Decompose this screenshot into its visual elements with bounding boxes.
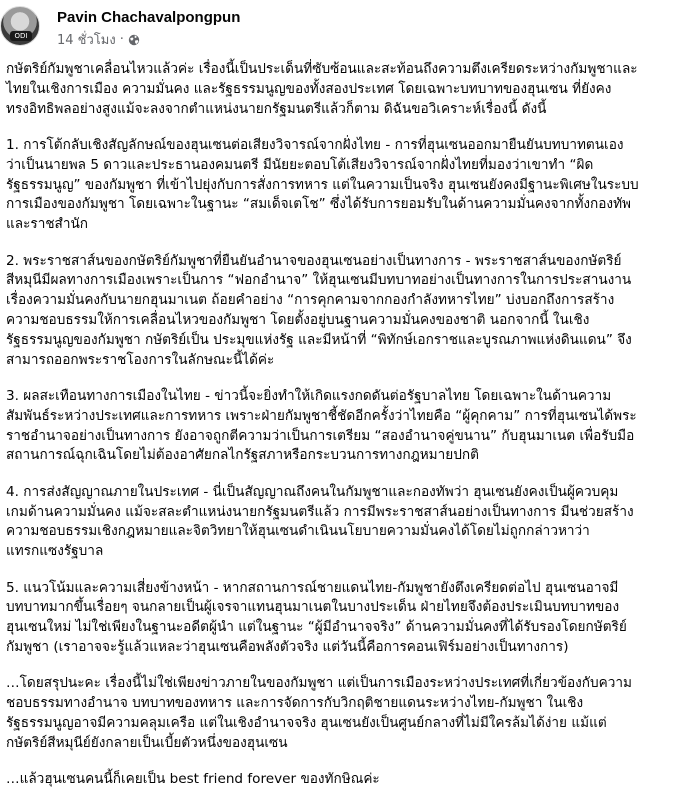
- paragraph-line: สถานการณ์ฉุกเฉินโดยไม่ต้องอาศัยกลไกรัฐสภาหรือกระบวนการทางกฎหมายปกติ: [6, 447, 479, 464]
- paragraph-line: บทบาทมากขึ้นเรื่อยๆ จนกลายเป็นผู้เจรจาแทนฮุนมาเนตในบางประเด็น ฝ่ายไทยจึงต้องประเมินบทบาทของ: [6, 599, 620, 616]
- paragraph-line: แทรกแซงรัฐบาล: [6, 543, 104, 560]
- paragraph-line: ชอบธรรมทางอำนาจ บทบาทของทหาร และการจัดการกับวิกฤติชายแดนระหว่างไทย-กัมพูชา ในเชิง: [6, 695, 584, 712]
- post-paragraph: [6, 252, 671, 371]
- paragraph-line: รัฐธรรมนูญของกัมพูชา กษัตริย์เป็น ประมุขแห่งรัฐ และมีหน้าที่ “พิทักษ์เอกราชและบูรณภาพแห่งดินแดน” จึง: [6, 331, 632, 348]
- paragraph-line: 1. การโต้กลับเชิงสัญลักษณ์ของฮุนเซนต่อเสียงวิจารณ์จากฝั่งไทย - การที่ฮุนเซนออกมายืนยันบทบาทตนเอง: [6, 136, 624, 153]
- post-paragraph: [6, 674, 671, 753]
- post-paragraph: [6, 770, 671, 790]
- paragraph-line: รัฐธรรมนูญอาจมีความคลุมเครือ แต่ในเชิงอำนาจจริง ฮุนเซนยังเป็นศูนย์กลางที่ไม่มีใครล้มได้ง่าย แม้แต่: [6, 714, 607, 731]
- separator-dot: ·: [119, 32, 124, 47]
- globe-icon[interactable]: [128, 34, 140, 46]
- paragraph-line: สามารถออกพระราชโองการในลักษณะนี้ได้ค่ะ: [6, 351, 275, 368]
- paragraph-line: ไทยในเชิงการเมือง ความมั่นคง และรัฐธรรมนูญของทั้งสองประเทศ โดยเฉพาะบทบาทของฮุนเซน ที่ยังคง: [6, 80, 612, 97]
- paragraph-line: กษัตริย์สีหมุนีย์ยังกลายเป็นเบี้ยตัวหนึ่งของฮุนเซน: [6, 734, 288, 751]
- paragraph-line: 3. ผลสะเทือนทางการเมืองในไทย - ข่าวนี้จะยิ่งทำให้เกิดแรงกดดันต่อรัฐบาลไทย โดยเฉพาะในด้านความ: [6, 387, 612, 404]
- post-paragraph: [6, 387, 671, 466]
- post-header: [0, 0, 674, 56]
- paragraph-line: …โดยสรุปนะคะ เรื่องนี้ไม่ใช่เพียงข่าวภายในของกัมพูชา แต่เป็นการเมืองระหว่างประเทศที่เกี่ยวข้องกับความ: [6, 675, 632, 692]
- paragraph-line: เกมด้านความมั่นคง แม้จะสละตำแหน่งนายกรัฐมนตรีแล้ว การมีพระราชสาส์นอย่างเป็นทางการ มีนช่วยสร้าง: [6, 503, 634, 520]
- paragraph-line: รัฐธรรมนูญ” ของกัมพูชา ที่เข้าไปยุ่งกับการสั่งการทหาร แต่ในความเป็นจริง ฮุนเซนยังคงมีฐานะพิเศษในระบบ: [6, 176, 639, 193]
- paragraph-line: …แล้วฮุนเซนคนนี้ก็เคยเป็น best friend forever ของทักษิณค่ะ: [6, 771, 380, 788]
- post-meta: [57, 29, 140, 50]
- post-body: [6, 60, 671, 806]
- paragraph-line: สีหมุนีมีผลทางการเมืองเพราะเป็นการ “ฟอกอำนาจ” ให้ฮุนเซนมีบทบาทอย่างเป็นทางการในการประสานงาน: [6, 272, 632, 289]
- paragraph-line: กษัตริย์กัมพูชาเคลื่อนไหวแล้วค่ะ เรื่องนี้เป็นประเด็นที่ซับซ้อนและสะท้อนถึงความตึงเครียดระหว่างกัมพูชาและ: [6, 61, 638, 77]
- paragraph-line: กัมพูชา (เราอาจจะรู้แล้วแหละว่าฮุนเซนคือพลังตัวจริง แต่วันนี้คือการคอนเฟิร์มอย่างเป็นทางการ): [6, 638, 569, 655]
- post-paragraph: [6, 483, 671, 562]
- paragraph-line: 2. พระราชสาส์นของกษัตริย์กัมพูชาที่ยืนยันอำนาจของฮุนเซนอย่างเป็นทางการ - พระราชสาส์นของกษัตริย์: [6, 252, 622, 269]
- post-paragraph: [6, 136, 671, 235]
- paragraph-line: ความชอบธรรมเชิงกฎหมายและจิตวิทยาให้ฮุนเซนดำเนินนโยบายความมั่นคงได้โดยไม่ถูกกล่าวหาว่า: [6, 523, 590, 540]
- post-paragraph: [6, 60, 671, 119]
- paragraph-line: ราชอำนาจอย่างเป็นทางการ ยังอาจถูกตีความว่าเป็นการเตรียม “สองอำนาจคู่ขนาน” กับฮุนมาเนต เพื่อรับมือ: [6, 427, 635, 444]
- author-name[interactable]: Pavin Chachavalpongpun: [57, 9, 241, 26]
- paragraph-line: สัมพันธ์ระหว่างประเทศและการทหาร เพราะฝ่ายกัมพูชาชี้ชัดอีกครั้งว่าไทยคือ “ผู้คุกคาม” การที่ฮุนเซนได้พระ: [6, 407, 637, 424]
- paragraph-line: การเมืองของกัมพูชา โดยเฉพาะในฐานะ “สมเด็จเตโช” ซึ่งได้รับการยอมรับในด้านความมั่นคงจากทั้งกองทัพ: [6, 196, 631, 213]
- paragraph-line: ทรงอิทธิพลอย่างสูงแม้จะลงจากตำแหน่งนายกรัฐมนตรีแล้วก็ตาม ดิฉันขอวิเคราะห์เรื่องนี้ ดังนี้: [6, 100, 547, 117]
- paragraph-line: ความชอบธรรมให้การเคลื่อนไหวของกัมพูชา โดยตั้งอยู่บนฐานความมั่นคงของชาติ นอกจากนี้ ในเชิง: [6, 311, 590, 328]
- paragraph-line: 4. การส่งสัญญาณภายในประเทศ - นี่เป็นสัญญาณถึงคนในกัมพูชาและกองทัพว่า ฮุนเซนยังคงเป็นผู้ควบคุม: [6, 483, 619, 500]
- paragraph-line: 5. แนวโน้มและความเสี่ยงข้างหน้า - หากสถานการณ์ชายแดนไทย-กัมพูชายังตึงเครียดต่อไป ฮุนเซนอาจมี: [6, 579, 619, 596]
- avatar[interactable]: [0, 6, 40, 46]
- post-paragraph: [6, 579, 671, 658]
- paragraph-line: เรื่องความมั่นคงกับนายกฮุนมาเนต ถ้อยคำอย่าง “การคุกคามจากกองกำลังทหารไทย” บ่งบอกถึงการสร้าง: [6, 292, 615, 309]
- avatar-badge: ODI: [10, 31, 32, 41]
- paragraph-line: ว่าเป็นนายพล 5 ดาวและประธานองคมนตรี มีนัยยะตอบโต้เสียงวิจารณ์จากฝั่งไทยที่มองว่าเขาทำ “ผิด: [6, 156, 594, 173]
- paragraph-line: และราชสำนัก: [6, 216, 89, 233]
- post-timestamp[interactable]: 14 ชั่วโมง: [57, 33, 116, 48]
- paragraph-line: ฮุนเซนใหม่ ไม่ใช่เพียงในฐานะอดีตผู้นำ แต่ในฐานะ “ผู้มีอำนาจจริง” ด้านความมั่นคงที่ได้รับรองโดยกษัตริย์: [6, 619, 627, 636]
